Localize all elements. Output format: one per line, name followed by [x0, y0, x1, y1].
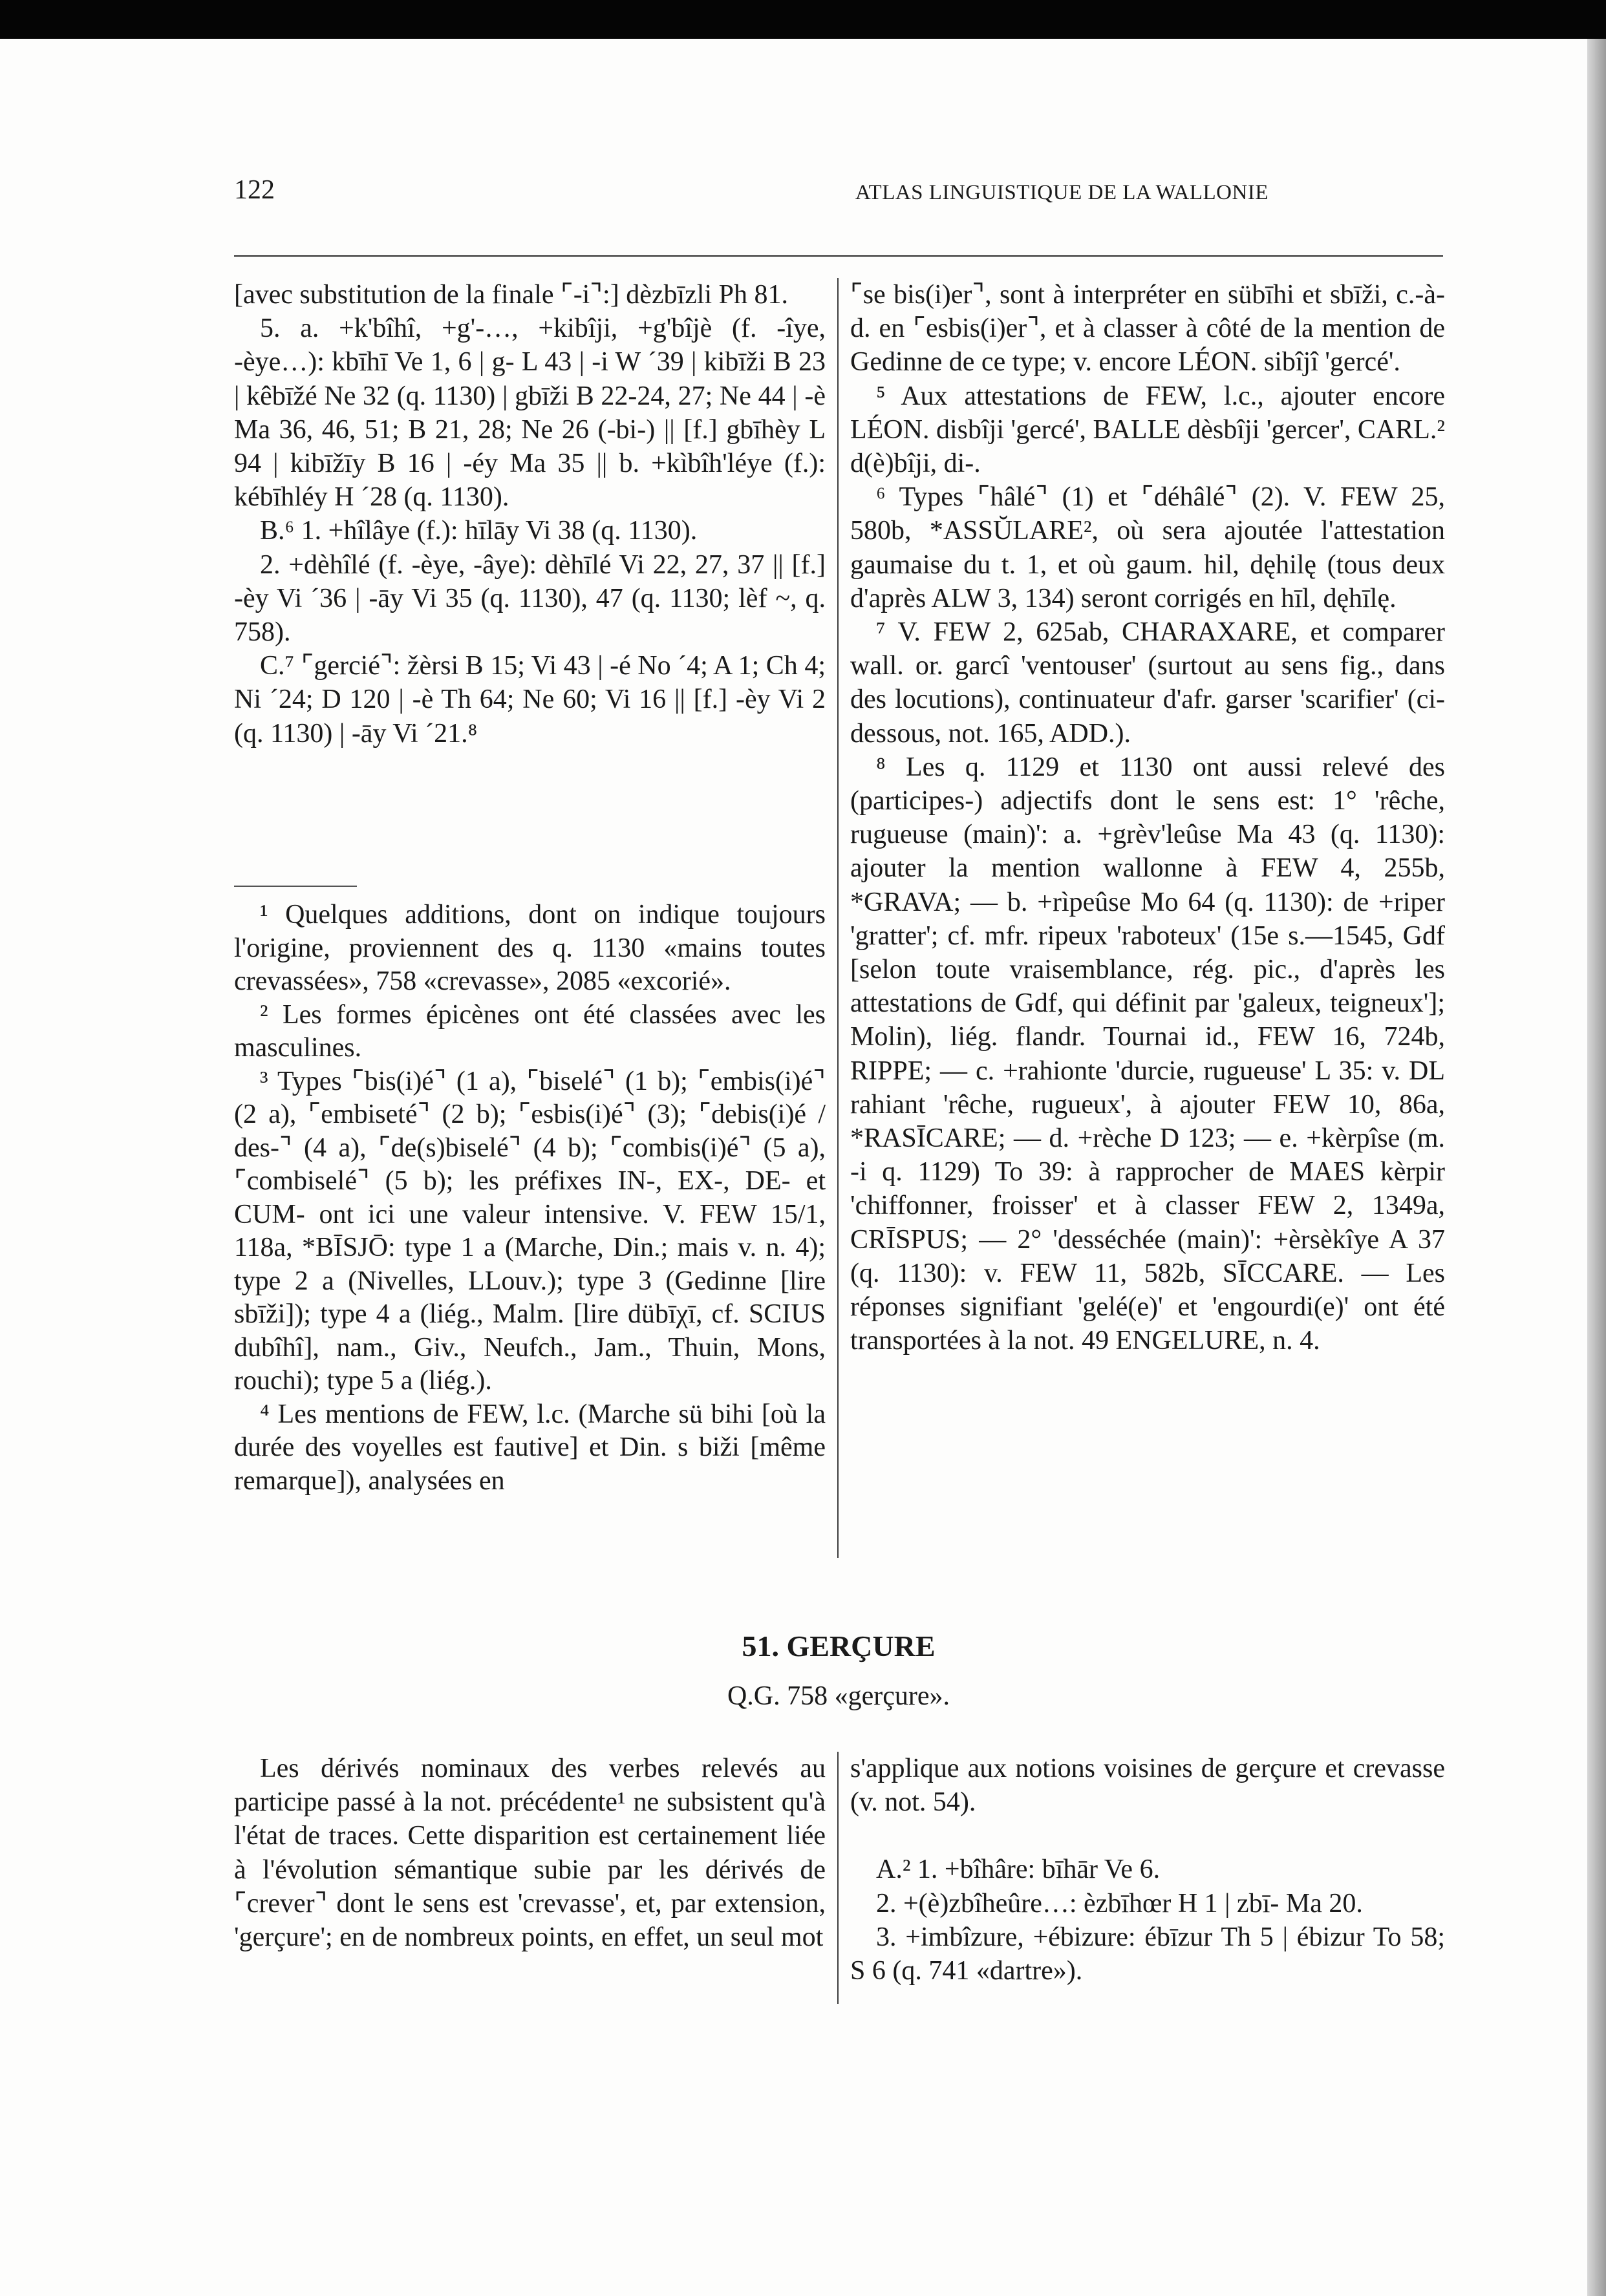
entry: 3. +imbîzure, +ébizure: ébīzur Th 5 | ébizur To 58; S 6 (q. 741 «dartre»).: [850, 1922, 1445, 1986]
section-subtitle: Q.G. 758 «gerçure».: [727, 1681, 950, 1711]
paragraph: B.⁶ 1. +hîlâye (f.): hīlāy Vi 38 (q. 1130).: [260, 516, 698, 546]
paragraph: Les dérivés nominaux des verbes relevés au participe passé à la not. précédente¹ ne subsistent qu'à l'état de traces. Cette disparition est certainement liée à l'évolution sémantique subie par les dérivés de ⌜crever⌝ dont le sens est 'crevasse', et, par extension, 'gerçure'; en de nombreux points, en effet, un seul mot: [234, 1754, 826, 1953]
paragraph: 2. +dèhîlé (f. -èye, -âye): dèhīlé Vi 22, 27, 37 || [f.] -èy Vi ´36 | -āy Vi 35 (q. 1130), 47 (q. 1130; lèf ~, q. 758).: [234, 549, 826, 648]
paragraph: 5. a. +k'bîhî, +g'-…, +kibîji, +g'bîjè (f. -îye, -èye…): kbīhī Ve 1, 6 | g- L 43 | -i W ´39 | kibīži B 23 | kêbīžé Ne 32 (q. 1130) | gbīži B 22-24, 27; Ne 44 | -è Ma 36, 46, 51; B 21, 28; Ne 26 (-bi-) || [f.] gbīhèy L 94 | kibīžīy B 16 | -éy Ma 35 || b. +kìbîh'léye (f.): kébīhléy H ´28 (q. 1130).: [234, 314, 826, 513]
scan-border-right: [1587, 39, 1606, 2296]
left-column-bottom: [234, 1752, 826, 1954]
footnote: ⁵ Aux attestations de FEW, l.c., ajouter encore LÉON. disbîji 'gercé', BALLE dèsbîji 'gercer', CARL.² d(è)bîji, di-.: [850, 381, 1445, 479]
paragraph: C.⁷ ⌜gercié⌝: žèrsi B 15; Vi 43 | -é No ´4; A 1; Ch 4; Ni ´24; D 120 | -è Th 64; Ne 60; Vi 16 || [f.] -èy Vi 2 (q. 1130) | -āy Vi ´21.⁸: [234, 651, 826, 749]
footnotes: [234, 898, 826, 1498]
scan-border-top: [0, 0, 1606, 39]
paragraph: [avec substitution de la finale ⌜-i⌝:] dèzbīzli Ph 81.: [234, 280, 788, 310]
left-column-top: [234, 278, 826, 750]
entry: A.² 1. +bîhâre: bīhār Ve 6.: [876, 1855, 1161, 1885]
column-divider-bottom: [837, 1752, 839, 2004]
footnote: ⁴ Les mentions de FEW, l.c. (Marche sü bihi [où la durée des voyelles est fautive] et Din. s biži [même remarque]), analysées en: [234, 1399, 826, 1496]
footnote: ³ Types ⌜bis(i)é⌝ (1 a), ⌜biselé⌝ (1 b); ⌜embis(i)é⌝ (2 a), ⌜embiseté⌝ (2 b); ⌜esbis(i)é⌝ (3); ⌜debis(i)é / des-⌝ (4 a), ⌜de(s)biselé⌝ (4 b); ⌜combis(i)é⌝ (5 a), ⌜combiselé⌝ (5 b); les préfixes IN-, EX-, DE- et CUM- ont ici une valeur intensive. V. FEW 15/1, 118a, *BĪSJŌ: type 1 a (Marche, Din.; mais v. n. 4); type 2 a (Nivelles, LLouv.); type 3 (Gedinne [lire sbīži]); type 4 a (liég., Malm. [lire dübīχī, cf. SCIUS dubîhî], nam., Giv., Neufch., Jam., Thuin, Mons, rouchi); type 5 a (liég.).: [234, 1066, 826, 1396]
right-column-bottom: [850, 1752, 1445, 1988]
column-divider-top: [837, 278, 839, 1558]
page-number: 122: [234, 175, 275, 205]
right-column-top: [850, 278, 1445, 1358]
footnote-rule: [234, 886, 357, 887]
footnote: ⁷ V. FEW 2, 625ab, CHARAXARE, et comparer wall. or. garcî 'ventouser' (surtout au sens fig., dans des locutions), continuateur d'afr. garser 'scarifier' (ci-dessous, not. 165, ADD.).: [850, 617, 1445, 749]
footnote: ⁸ Les q. 1129 et 1130 ont aussi relevé des (participes-) adjectifs dont le sens est: 1° 'rêche, rugueuse (main)': a. +grèv'leûse Ma 43 (q. 1130): ajouter la mention wallonne à FEW 4, 255b, *GRAVA; — b. +rìpeûse Mo 64 (q. 1130): de +riper 'gratter'; cf. mfr. ripeux 'raboteux' (15e s.—1545, Gdf [selon toute vraisemblance, rég. pic., d'après les attestations de Gdf, qui définit par 'galeux, teigneux']; Molin), liég. flandr. Tournai id., FEW 16, 724b, RIPPE; — c. +rahionte 'durcie, rugueuse' L 35: v. DL rahiant 'rêche, rugueux', à ajouter FEW 10, 86a, *RASĪCARE; — d. +rèche D 123; — e. +kèrpîse (m. -i q. 1129) To 39: à rapprocher de MAES kèrpir 'chiffonner, froisser' et à classer FEW 2, 1349a, CRĪSPUS; — 2° 'desséchée (main)': +èrsèkîye A 37 (q. 1130): v. FEW 11, 582b, SĪCCARE. — Les réponses signifiant 'gelé(e)' et 'engourdi(e)' ont été transportées à la not. 49 ENGELURE, n. 4.: [850, 752, 1445, 1356]
section-title: 51. GERÇURE: [742, 1630, 936, 1663]
footnote: ² Les formes épicènes ont été classées avec les masculines.: [234, 999, 826, 1063]
page-header: [234, 175, 1443, 213]
footnote-continuation: ⌜se bis(i)er⌝, sont à interpréter en sübīhi et sbīži, c.-à-d. en ⌜esbis(i)er⌝, et à classer à côté de la mention de Gedinne de ce type; v. encore LÉON. sibîjî 'gercé'.: [850, 280, 1445, 377]
paragraph: s'applique aux notions voisines de gerçure et crevasse (v. not. 54).: [850, 1754, 1445, 1818]
running-head: ATLAS LINGUISTIQUE DE LA WALLONIE: [855, 181, 1269, 204]
entry: 2. +(è)zbîheûre…: èzbīhœr H 1 | zbī- Ma 20.: [876, 1888, 1363, 1919]
footnote: ⁶ Types ⌜hâlé⌝ (1) et ⌜déhâlé⌝ (2). V. FEW 25, 580b, *ASSŬLARE², où sera ajoutée l'attestation gaumaise du t. 1, et où gaum. hil, dęhilę (tous deux d'après ALW 3, 134) seront corrigés en hīl, dęhīlę.: [850, 482, 1445, 613]
footnote: ¹ Quelques additions, dont on indique toujours l'origine, proviennent des q. 1130 «mains toutes crevassées», 758 «crevasse», 2085 «excorié».: [234, 900, 826, 996]
header-rule: [234, 255, 1443, 257]
